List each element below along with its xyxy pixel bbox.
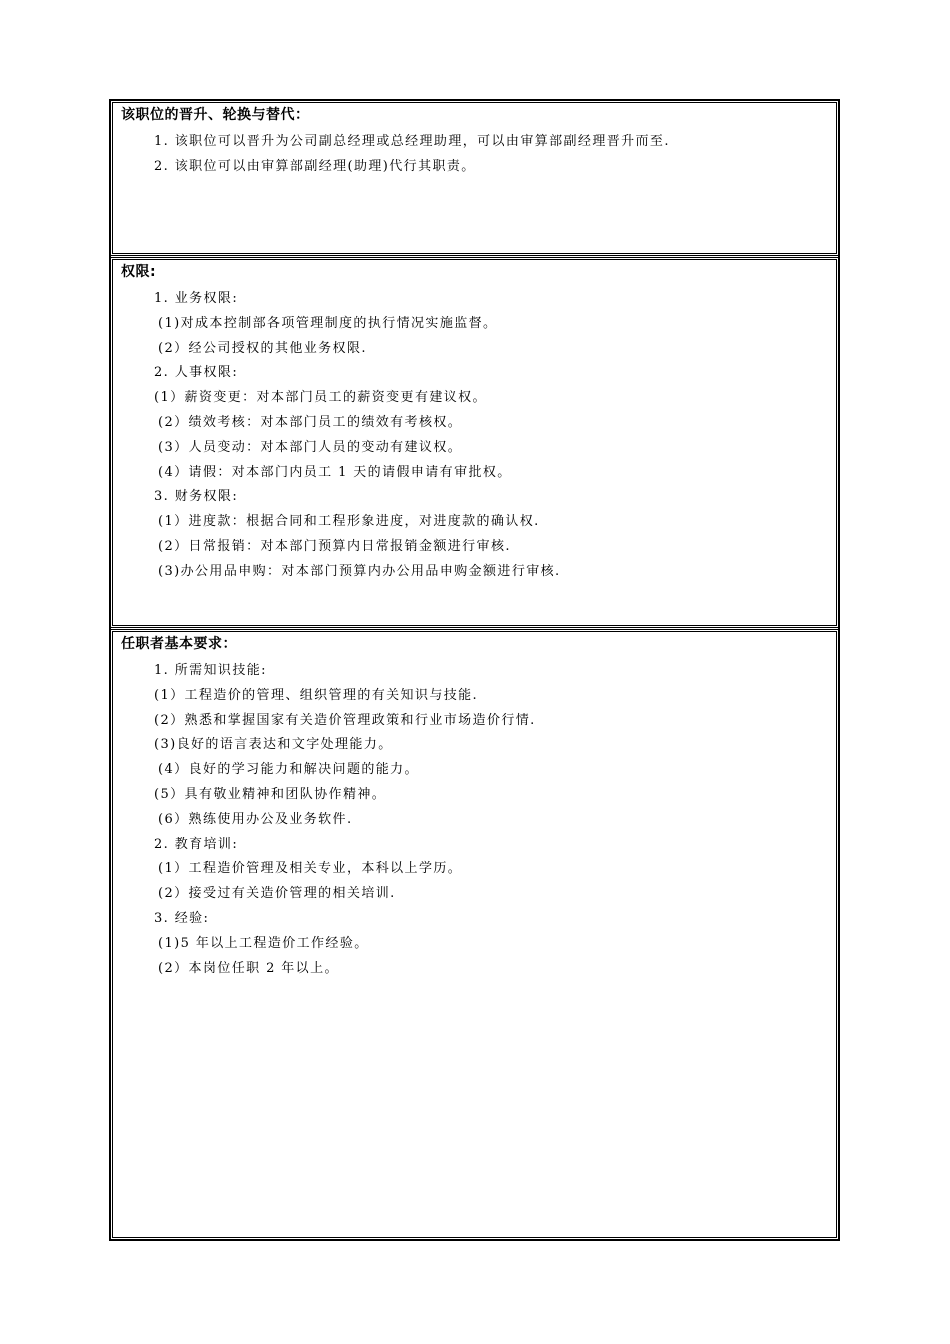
- section-title: 权限:: [121, 264, 157, 280]
- content-line: (3）人员变动：对本部门人员的变动有建议权。: [158, 439, 463, 455]
- content-line: 1. 该职位可以晋升为公司副总经理或总经理助理，可以由审算部副经理晋升而至.: [154, 134, 670, 149]
- content-line: 2. 该职位可以由审算部副经理(助理)代行其职责。: [154, 158, 476, 174]
- content-line: 3. 财务权限:: [154, 489, 239, 505]
- content-line: (5）具有敬业精神和团队协作精神。: [154, 786, 387, 802]
- content-line: (4）良好的学习能力和解决问题的能力。: [158, 762, 419, 778]
- content-line: 3. 经验:: [154, 910, 210, 926]
- job-description-table: [109, 99, 840, 1241]
- content-line: 2. 教育培训:: [154, 836, 239, 852]
- content-line: (1）工程造价的管理、组织管理的有关知识与技能.: [154, 687, 479, 703]
- section-content: [111, 130, 838, 180]
- content-line: (2）本岗位任职 2 年以上。: [158, 960, 339, 976]
- content-line: (3)良好的语言表达和文字处理能力。: [154, 737, 393, 753]
- content-line: 1. 业务权限:: [154, 291, 239, 306]
- content-line: (2）接受过有关造价管理的相关培训.: [158, 886, 396, 902]
- authority-section: [111, 258, 838, 630]
- section-title: 任职者基本要求：: [121, 636, 237, 652]
- content-line: (1）薪资变更：对本部门员工的薪资变更有建议权。: [154, 390, 487, 406]
- content-line: (1)5 年以上工程造价工作经验。: [158, 935, 369, 951]
- section-title: 该职位的晋升、轮换与替代：: [121, 107, 310, 123]
- content-line: (3)办公用品申购：对本部门预算内办公用品申购金额进行审核.: [158, 563, 561, 579]
- content-line: (2）日常报销：对本部门预算内日常报销金额进行审核.: [158, 538, 511, 554]
- content-line: 2. 人事权限:: [154, 365, 239, 381]
- promotion-section: [111, 101, 838, 258]
- content-line: (1）进度款：根据合同和工程形象进度，对进度款的确认权.: [158, 514, 540, 530]
- content-line: (2）熟悉和掌握国家有关造价管理政策和行业市场造价行情.: [154, 712, 536, 728]
- content-line: (1）工程造价管理及相关专业，本科以上学历。: [158, 861, 463, 877]
- content-line: (4）请假：对本部门内员工 1 天的请假申请有审批权。: [158, 464, 512, 480]
- content-line: (2）绩效考核：对本部门员工的绩效有考核权。: [158, 414, 463, 430]
- section-content: [111, 659, 838, 981]
- content-line: (1)对成本控制部各项管理制度的执行情况实施监督。: [158, 315, 498, 331]
- content-line: (2）经公司授权的其他业务权限.: [158, 340, 367, 356]
- content-line: (6）熟练使用办公及业务软件.: [158, 811, 353, 827]
- content-line: 1. 所需知识技能:: [154, 663, 267, 678]
- section-content: [111, 287, 838, 585]
- requirements-section: [111, 630, 838, 1239]
